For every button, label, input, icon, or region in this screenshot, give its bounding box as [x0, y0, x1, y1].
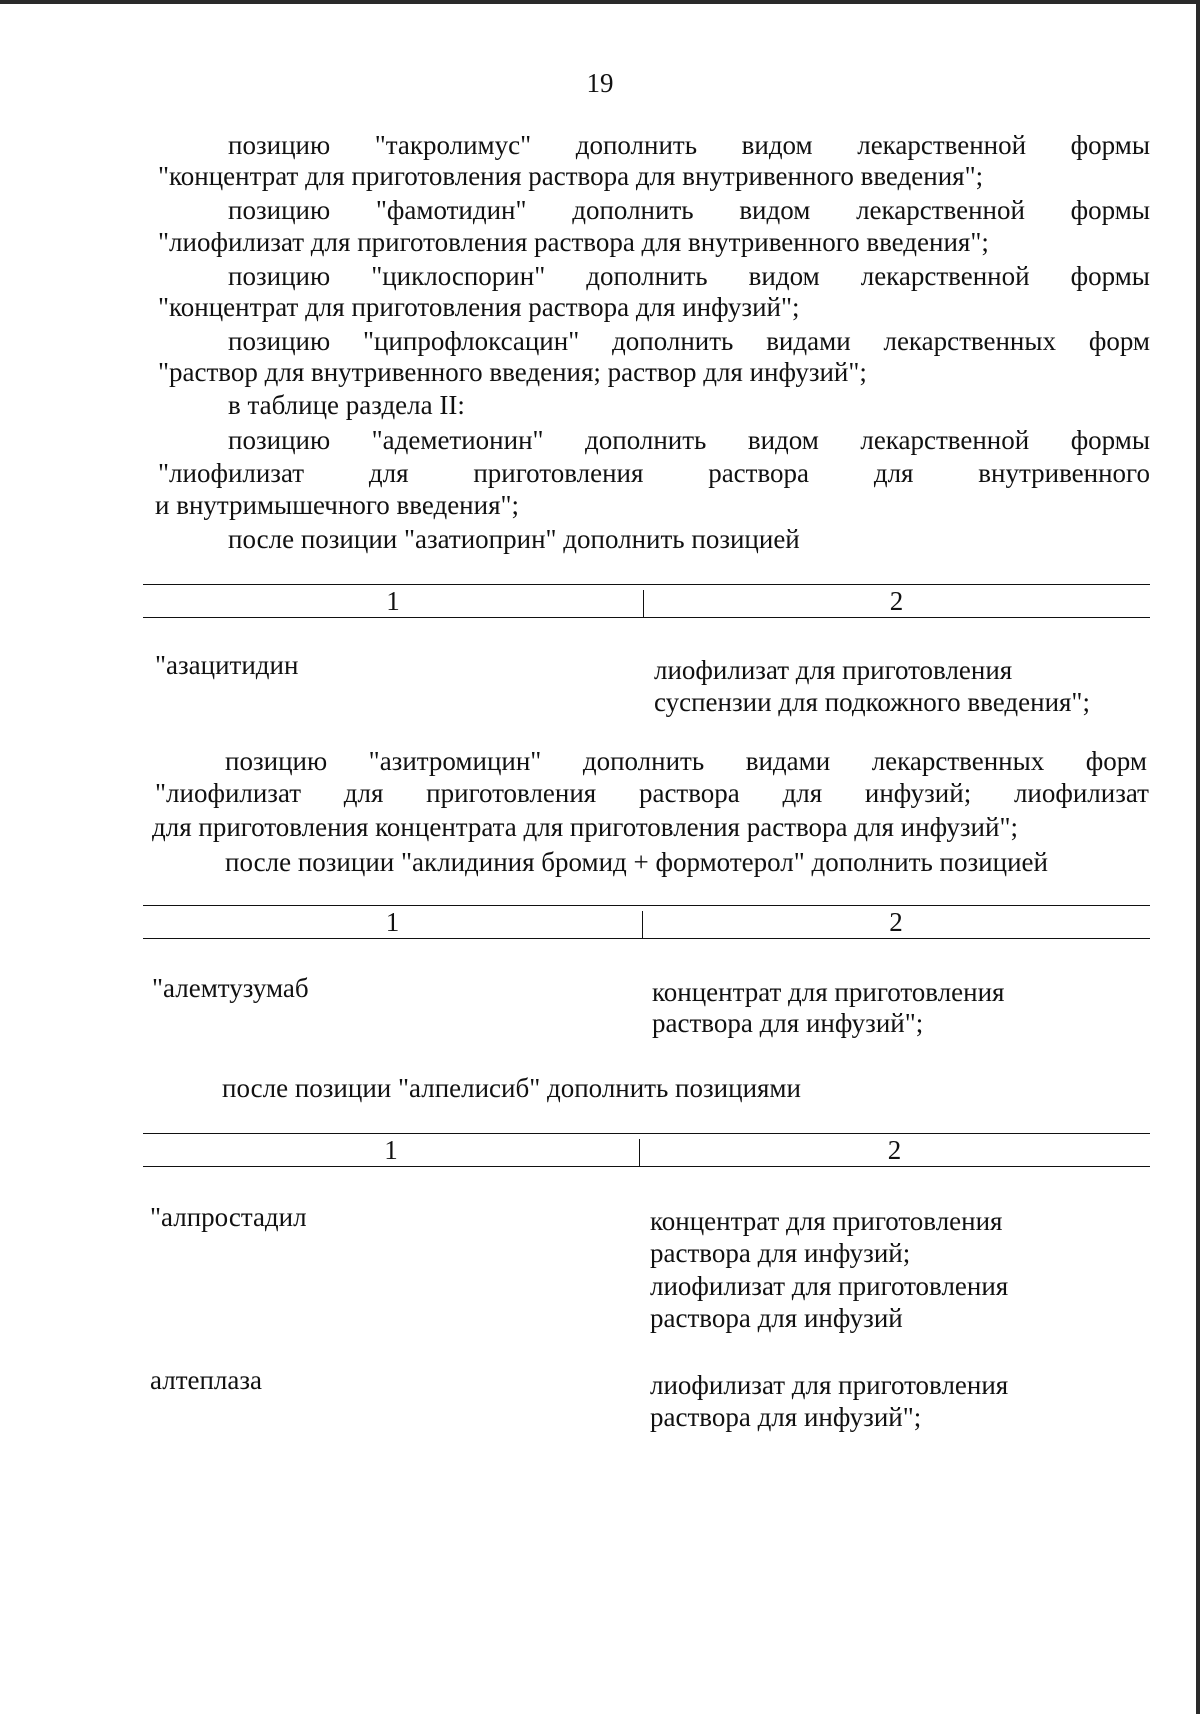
word: позицию	[228, 130, 331, 160]
entry-form-alprostadil-line-4: раствора для инфузий	[650, 1303, 903, 1333]
word: формы	[1070, 261, 1150, 291]
word: раствора	[638, 778, 740, 808]
table-rule-top	[143, 584, 1150, 585]
scan-edge-right	[1196, 0, 1200, 1714]
word: "фамотидин"	[375, 195, 527, 225]
entry-form-alprostadil-line-3: лиофилизат для приготовления	[650, 1271, 1009, 1301]
word: видом	[739, 195, 811, 225]
paragraph-azithromycin-line-1	[225, 746, 1147, 776]
word: дополнить	[572, 195, 694, 225]
word: для	[368, 458, 409, 488]
word: лекарственной	[857, 130, 1027, 160]
word: лекарственной	[856, 195, 1025, 225]
entry-form-alprostadil-line-2: раствора для инфузий;	[650, 1238, 911, 1268]
paragraph-ciprofloxacin-line-2: "раствор для внутривенного введения; раствор для инфузий";	[158, 357, 867, 387]
word: видом	[741, 130, 813, 160]
paragraph-famotidine-line-2: "лиофилизат для приготовления раствора для внутривенного введения";	[158, 227, 989, 257]
word: "азитромицин"	[368, 746, 542, 776]
paragraph-ademetionine-line-2	[158, 458, 1150, 488]
paragraph-after-aclidinium: после позиции "аклидиния бромид + формотерол" дополнить позицией	[225, 847, 1048, 877]
entry-form-alteplase-line-2: раствора для инфузий";	[650, 1402, 922, 1432]
scan-edge-top	[0, 0, 1200, 4]
word: для	[873, 458, 914, 488]
word: лекарственных	[871, 746, 1045, 776]
paragraph-ademetionine-line-3: и внутримышечного введения";	[155, 490, 520, 520]
word: формы	[1070, 425, 1150, 455]
word: лекарственной	[860, 261, 1030, 291]
entry-name-azacitidine: "азацитидин	[155, 650, 299, 680]
entry-name-alprostadil: "алпростадил	[150, 1202, 307, 1232]
word: дополнить	[585, 425, 707, 455]
paragraph-after-azathioprine: после позиции "азатиоприн" дополнить позицией	[228, 524, 800, 554]
table-column-1-header: 1	[384, 1135, 398, 1165]
entry-form-azacitidine-line-1: лиофилизат для приготовления	[654, 655, 1013, 685]
entry-form-alteplase-line-1: лиофилизат для приготовления	[650, 1370, 1009, 1400]
entry-name-alteplase: алтеплаза	[150, 1365, 263, 1395]
word: "ципрофлоксацин"	[362, 326, 580, 356]
word: дополнить	[582, 746, 705, 776]
table-header	[143, 584, 1150, 618]
table-rule-bottom	[143, 938, 1150, 939]
paragraph-ciprofloxacin-line-1	[228, 326, 1150, 356]
word: видом	[747, 425, 819, 455]
word: для	[343, 778, 384, 808]
word: видами	[766, 326, 851, 356]
table-column-1-header: 1	[386, 586, 400, 616]
paragraph-section-ii: в таблице раздела II:	[228, 390, 465, 420]
paragraph-cyclosporine-line-1	[228, 261, 1150, 291]
word: позицию	[228, 425, 331, 455]
entry-form-azacitidine-line-2: суспензии для подкожного введения";	[654, 687, 1090, 717]
paragraph-tacrolimus-line-2: "концентрат для приготовления раствора для внутривенного введения";	[158, 161, 984, 191]
paragraph-after-alpelisib: после позиции "алпелисиб" дополнить позициями	[222, 1073, 801, 1103]
table-column-2-header: 2	[887, 1135, 902, 1165]
paragraph-cyclosporine-line-2: "концентрат для приготовления раствора для инфузий";	[158, 292, 800, 322]
word: позицию	[228, 195, 331, 225]
table-header	[143, 905, 1150, 939]
word: дополнить	[575, 130, 698, 160]
word: дополнить	[612, 326, 734, 356]
table-rule-bottom	[143, 1166, 1150, 1167]
table-rule-top	[143, 905, 1150, 906]
word: приготовления	[426, 778, 597, 808]
word: приготовления	[473, 458, 644, 488]
entry-name-alemtuzumab: "алемтузумаб	[152, 973, 309, 1003]
word: "циклоспорин"	[371, 261, 546, 291]
word: формы	[1070, 195, 1150, 225]
table-column-2-header: 2	[889, 586, 904, 616]
page-number: 19	[586, 68, 614, 98]
word: раствора	[708, 458, 810, 488]
word: лекарственных	[883, 326, 1057, 356]
paragraph-tacrolimus-line-1	[228, 130, 1150, 160]
word: инфузий;	[864, 778, 972, 808]
word: "такролимус"	[374, 130, 532, 160]
table-column-2-header: 2	[889, 907, 903, 937]
paragraph-azithromycin-line-2	[155, 778, 1149, 808]
word: лиофилизат	[1013, 778, 1149, 808]
word: для	[782, 778, 823, 808]
word: дополнить	[586, 261, 708, 291]
word: видами	[745, 746, 831, 776]
table-rule-bottom	[143, 617, 1150, 618]
word: лекарственной	[860, 425, 1030, 455]
word: позицию	[228, 326, 331, 356]
paragraph-ademetionine-line-1	[228, 425, 1150, 455]
table-column-1-header: 1	[385, 907, 400, 937]
table-rule-top	[143, 1133, 1150, 1134]
word: "лиофилизат	[155, 778, 302, 808]
word: видом	[748, 261, 820, 291]
word: "лиофилизат	[158, 458, 305, 488]
table-header	[143, 1133, 1150, 1167]
entry-form-alemtuzumab-line-2: раствора для инфузий";	[652, 1008, 924, 1038]
entry-form-alemtuzumab-line-1: концентрат для приготовления	[652, 977, 1005, 1007]
word: внутривенного	[978, 458, 1150, 488]
word: позицию	[225, 746, 328, 776]
word: форм	[1088, 326, 1150, 356]
word: "адеметионин"	[371, 425, 544, 455]
word: позицию	[228, 261, 331, 291]
entry-form-alprostadil-line-1: концентрат для приготовления	[650, 1206, 1003, 1236]
word: формы	[1070, 130, 1150, 160]
paragraph-azithromycin-line-3: для приготовления концентрата для приготовления раствора для инфузий";	[152, 812, 1018, 842]
word: форм	[1085, 746, 1147, 776]
paragraph-famotidine-line-1	[228, 195, 1150, 225]
